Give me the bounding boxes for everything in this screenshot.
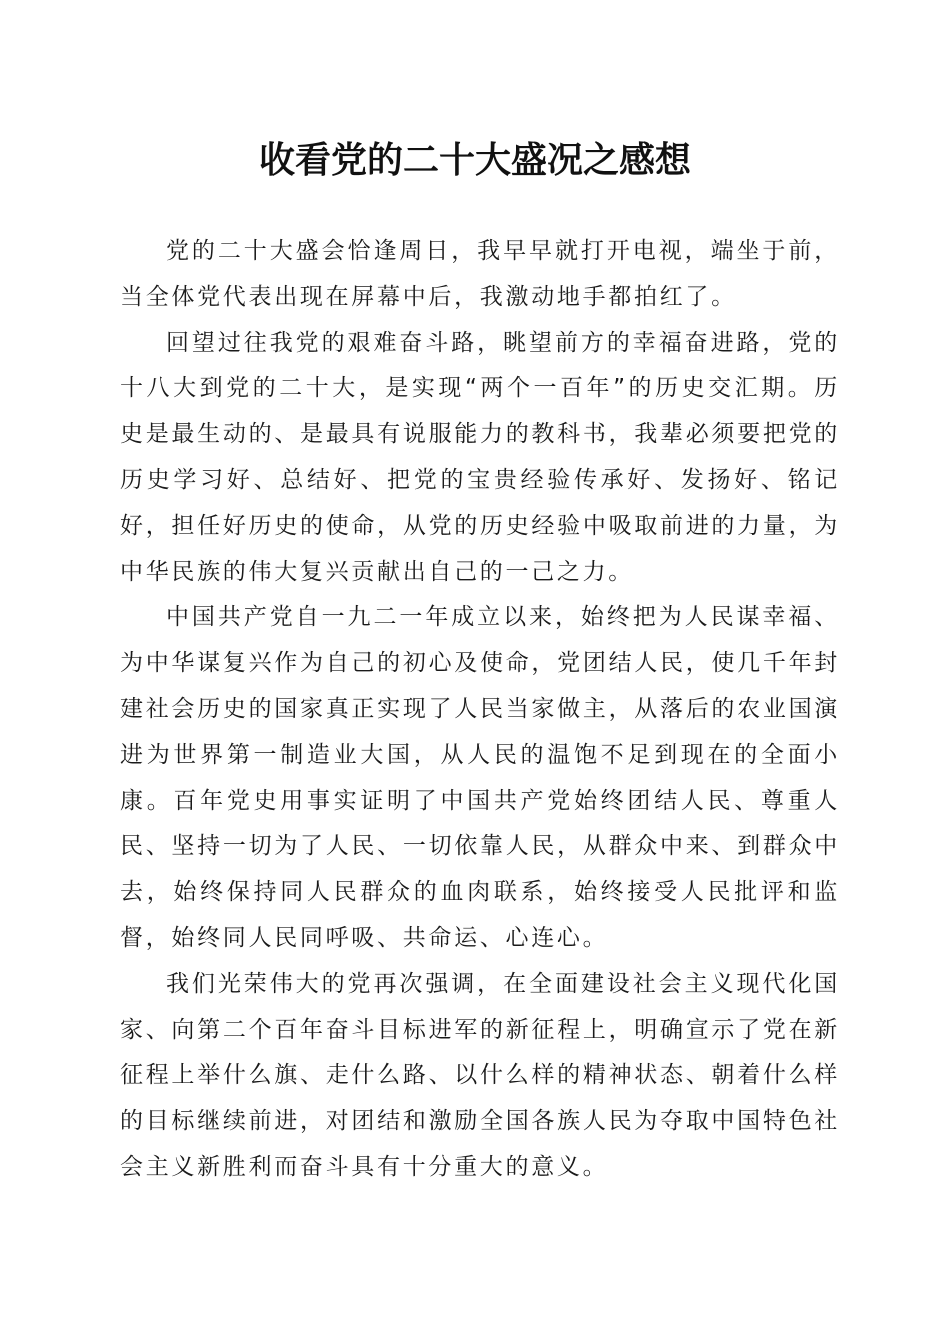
paragraph-3: 中国共产党自一九二一年成立以来，始终把为人民谋幸福、为中华谋复兴作为自己的初心及使命，党团结人民，使几千年封建社会历史的国家真正实现了人民当家做主，从落后的农业国演进为世界第一制造业大国，从人民的温饱不足到现在的全面小康。百年党史用事实证明了中国共产党始终团结人民、尊重人民、坚持一切为了人民、一切依靠人民，从群众中来、到群众中去，始终保持同人民群众的血肉联系，始终接受人民批评和监督，始终同人民同呼吸、共命运、心连心。 — [120, 604, 840, 951]
paragraph-4: 我们光荣伟大的党再次强调，在全面建设社会主义现代化国家、向第二个百年奋斗目标进军的新征程上，明确宣示了党在新征程上举什么旗、走什么路、以什么样的精神状态、朝着什么样的目标继续前进，对团结和激励全国各族人民为夺取中国特色社会主义新胜利而奋斗具有十分重大的意义。 — [120, 970, 840, 1180]
document-body — [120, 229, 840, 1191]
paragraph-1: 党的二十大盛会恰逢周日，我早早就打开电视，端坐于前，当全体党代表出现在屏幕中后，我激动地手都拍红了。 — [120, 238, 840, 310]
document-title: 收看党的二十大盛况之感想 — [258, 139, 691, 181]
paragraph-2: 回望过往我党的艰难奋斗路，眺望前方的幸福奋进路，党的十八大到党的二十大，是实现“两个一百年”的历史交汇期。历史是最生动的、是最具有说服能力的教科书，我辈必须要把党的历史学习好、总结好、把党的宝贵经验传承好、发扬好、铭记好，担任好历史的使命，从党的历史经验中吸取前进的力量，为中华民族的伟大复兴贡献出自己的一己之力。 — [120, 329, 840, 585]
